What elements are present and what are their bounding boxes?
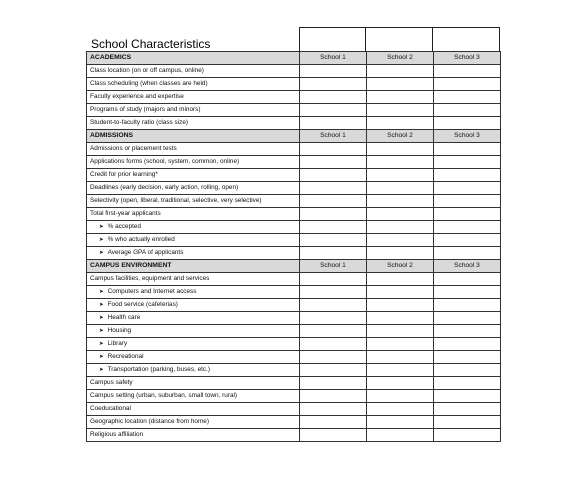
row-label-cell: [87, 156, 300, 169]
school-2-entry-cell[interactable]: [367, 416, 434, 429]
bullet-arrow-icon: ➤: [99, 328, 104, 334]
school-2-entry-cell[interactable]: [367, 312, 434, 325]
school-1-name-box[interactable]: [299, 27, 366, 51]
school-2-entry-cell[interactable]: [367, 429, 434, 442]
row-label: Coeducational: [90, 405, 131, 412]
school-2-entry-cell[interactable]: [367, 234, 434, 247]
row-label: Health care: [107, 314, 141, 321]
row-label-cell: [87, 273, 300, 286]
bullet-arrow-icon: ➤: [99, 237, 104, 243]
school-1-entry-cell[interactable]: [300, 377, 367, 390]
table-row: [87, 416, 501, 429]
school-3-entry-cell[interactable]: [434, 299, 501, 312]
characteristics-table: [86, 51, 501, 442]
school-column-header: School 3: [434, 130, 501, 143]
row-label: Admissions or placement tests: [90, 145, 177, 152]
row-label-cell: [87, 312, 300, 325]
school-3-entry-cell[interactable]: [434, 364, 501, 377]
school-3-entry-cell[interactable]: [434, 247, 501, 260]
school-3-entry-cell[interactable]: [434, 117, 501, 130]
table-row: [87, 364, 501, 377]
row-label: Religious affiliation: [90, 431, 144, 438]
table-row: [87, 65, 501, 78]
school-1-entry-cell[interactable]: [300, 182, 367, 195]
table-row: [87, 429, 501, 442]
table-row: [87, 390, 501, 403]
bullet-arrow-icon: ➤: [99, 224, 104, 230]
school-1-entry-cell[interactable]: [300, 117, 367, 130]
school-3-entry-cell[interactable]: [434, 169, 501, 182]
school-2-entry-cell[interactable]: [367, 351, 434, 364]
row-label-cell: [87, 286, 300, 299]
school-3-entry-cell[interactable]: [434, 195, 501, 208]
school-1-entry-cell[interactable]: [300, 403, 367, 416]
row-label: Total first-year applicants: [90, 210, 161, 217]
row-label: Faculty experience and expertise: [90, 93, 184, 100]
school-1-entry-cell[interactable]: [300, 143, 367, 156]
school-1-entry-cell[interactable]: [300, 169, 367, 182]
school-column-header: School 2: [367, 130, 434, 143]
table-row: [87, 156, 501, 169]
row-label: Deadlines (early decision, early action, rolling, open): [90, 184, 239, 191]
school-2-entry-cell[interactable]: [367, 247, 434, 260]
school-column-header: School 3: [434, 260, 501, 273]
bullet-arrow-icon: ➤: [99, 289, 104, 295]
school-2-entry-cell[interactable]: [367, 156, 434, 169]
row-label: % who actually enrolled: [107, 236, 175, 243]
table-row: [87, 182, 501, 195]
school-1-entry-cell[interactable]: [300, 247, 367, 260]
table-body: [87, 52, 501, 442]
school-2-entry-cell[interactable]: [367, 195, 434, 208]
table-row: [87, 78, 501, 91]
school-1-entry-cell[interactable]: [300, 416, 367, 429]
school-2-entry-cell[interactable]: [367, 299, 434, 312]
row-label-cell: [87, 364, 300, 377]
school-3-entry-cell[interactable]: [434, 104, 501, 117]
section-header-row: [87, 130, 501, 143]
school-3-entry-cell[interactable]: [434, 91, 501, 104]
school-3-entry-cell[interactable]: [434, 325, 501, 338]
school-1-entry-cell[interactable]: [300, 195, 367, 208]
section-title: CAMPUS ENVIRONMENT: [87, 260, 300, 273]
school-2-entry-cell[interactable]: [367, 117, 434, 130]
row-label-cell: [87, 117, 300, 130]
row-label: Credit for prior learning*: [90, 171, 158, 178]
table-row: [87, 299, 501, 312]
school-1-entry-cell[interactable]: [300, 156, 367, 169]
school-1-entry-cell[interactable]: [300, 299, 367, 312]
row-label-cell: [87, 104, 300, 117]
row-label: Recreational: [107, 353, 144, 360]
table-row: [87, 351, 501, 364]
table-row: [87, 195, 501, 208]
bullet-arrow-icon: ➤: [99, 315, 104, 321]
row-label-cell: [87, 429, 300, 442]
bullet-arrow-icon: ➤: [99, 250, 104, 256]
school-1-entry-cell[interactable]: [300, 273, 367, 286]
school-2-entry-cell[interactable]: [367, 338, 434, 351]
school-1-entry-cell[interactable]: [300, 208, 367, 221]
school-3-entry-cell[interactable]: [434, 429, 501, 442]
row-label: Programs of study (majors and minors): [90, 106, 201, 113]
school-2-entry-cell[interactable]: [367, 104, 434, 117]
row-label-cell: [87, 91, 300, 104]
section-header-row: [87, 52, 501, 65]
school-1-entry-cell[interactable]: [300, 234, 367, 247]
school-3-entry-cell[interactable]: [434, 286, 501, 299]
school-2-entry-cell[interactable]: [367, 364, 434, 377]
row-label: Transportation (parking, buses, etc.): [107, 366, 211, 373]
school-1-entry-cell[interactable]: [300, 91, 367, 104]
row-label: Campus setting (urban, suburban, small town, rural): [90, 392, 238, 399]
school-2-entry-cell[interactable]: [367, 390, 434, 403]
section-header-row: [87, 260, 501, 273]
row-label-cell: [87, 208, 300, 221]
school-1-entry-cell[interactable]: [300, 338, 367, 351]
school-1-entry-cell[interactable]: [300, 65, 367, 78]
school-3-entry-cell[interactable]: [434, 390, 501, 403]
characteristics-table-wrapper: [86, 51, 500, 442]
school-2-entry-cell[interactable]: [367, 143, 434, 156]
school-2-entry-cell[interactable]: [367, 221, 434, 234]
row-label: Library: [107, 340, 128, 347]
table-row: [87, 208, 501, 221]
school-1-entry-cell[interactable]: [300, 364, 367, 377]
table-row: [87, 143, 501, 156]
school-3-entry-cell[interactable]: [434, 182, 501, 195]
row-label: Computers and Internet access: [107, 288, 197, 295]
school-3-entry-cell[interactable]: [434, 208, 501, 221]
row-label: Geographic location (distance from home): [90, 418, 209, 425]
row-label-cell: [87, 416, 300, 429]
school-3-entry-cell[interactable]: [434, 78, 501, 91]
row-label-cell: [87, 78, 300, 91]
table-row: [87, 338, 501, 351]
school-3-name-box[interactable]: [432, 27, 500, 51]
table-row: [87, 221, 501, 234]
row-label-cell: [87, 234, 300, 247]
row-label: Applications forms (school, system, common, online): [90, 158, 240, 165]
school-column-header: School 2: [367, 52, 434, 65]
row-label-cell: [87, 65, 300, 78]
bullet-arrow-icon: ➤: [99, 341, 104, 347]
row-label: Housing: [107, 327, 132, 334]
school-2-entry-cell[interactable]: [367, 325, 434, 338]
school-column-header: School 3: [434, 52, 501, 65]
school-2-entry-cell[interactable]: [367, 78, 434, 91]
row-label: Campus safety: [90, 379, 133, 386]
school-1-entry-cell[interactable]: [300, 312, 367, 325]
row-label-cell: [87, 351, 300, 364]
school-1-entry-cell[interactable]: [300, 221, 367, 234]
bullet-arrow-icon: ➤: [99, 302, 104, 308]
bullet-arrow-icon: ➤: [99, 367, 104, 373]
table-row: [87, 234, 501, 247]
school-3-entry-cell[interactable]: [434, 273, 501, 286]
table-row: [87, 169, 501, 182]
row-label: Student-to-faculty ratio (class size): [90, 119, 189, 126]
row-label-cell: [87, 195, 300, 208]
row-label: Selectivity (open, liberal, traditional, selective, very selective): [90, 197, 262, 204]
row-label-cell: [87, 143, 300, 156]
school-2-entry-cell[interactable]: [367, 377, 434, 390]
row-label-cell: [87, 377, 300, 390]
table-row: [87, 117, 501, 130]
table-row: [87, 377, 501, 390]
row-label-cell: [87, 169, 300, 182]
row-label-cell: [87, 182, 300, 195]
page-title: School Characteristics: [91, 37, 211, 51]
row-label-cell: [87, 299, 300, 312]
school-3-entry-cell[interactable]: [434, 156, 501, 169]
row-label-cell: [87, 325, 300, 338]
school-3-entry-cell[interactable]: [434, 221, 501, 234]
school-3-entry-cell[interactable]: [434, 403, 501, 416]
school-2-entry-cell[interactable]: [367, 208, 434, 221]
table-row: [87, 325, 501, 338]
school-3-entry-cell[interactable]: [434, 65, 501, 78]
school-3-entry-cell[interactable]: [434, 351, 501, 364]
table-row: [87, 247, 501, 260]
row-label: Food service (cafeterias): [107, 301, 178, 308]
table-row: [87, 286, 501, 299]
school-2-entry-cell[interactable]: [367, 403, 434, 416]
school-3-entry-cell[interactable]: [434, 312, 501, 325]
table-row: [87, 91, 501, 104]
school-3-entry-cell[interactable]: [434, 377, 501, 390]
school-column-header: School 1: [300, 130, 367, 143]
school-2-entry-cell[interactable]: [367, 169, 434, 182]
school-column-header: School 1: [300, 260, 367, 273]
row-label-cell: [87, 390, 300, 403]
school-3-entry-cell[interactable]: [434, 416, 501, 429]
school-3-entry-cell[interactable]: [434, 143, 501, 156]
table-row: [87, 403, 501, 416]
school-1-entry-cell[interactable]: [300, 78, 367, 91]
bullet-arrow-icon: ➤: [99, 354, 104, 360]
school-column-header: School 2: [367, 260, 434, 273]
row-label-cell: [87, 247, 300, 260]
school-1-entry-cell[interactable]: [300, 390, 367, 403]
school-2-name-box[interactable]: [365, 27, 433, 51]
table-row: [87, 104, 501, 117]
row-label-cell: [87, 338, 300, 351]
school-1-entry-cell[interactable]: [300, 325, 367, 338]
row-label-cell: [87, 403, 300, 416]
row-label: Campus facilities, equipment and services: [90, 275, 210, 282]
school-2-entry-cell[interactable]: [367, 182, 434, 195]
school-3-entry-cell[interactable]: [434, 338, 501, 351]
school-1-entry-cell[interactable]: [300, 104, 367, 117]
school-3-entry-cell[interactable]: [434, 234, 501, 247]
school-1-entry-cell[interactable]: [300, 286, 367, 299]
school-2-entry-cell[interactable]: [367, 273, 434, 286]
school-1-entry-cell[interactable]: [300, 351, 367, 364]
row-label: Class location (on or off campus, online): [90, 67, 204, 74]
row-label: Average GPA of applicants: [107, 249, 184, 256]
row-label: % accepted: [107, 223, 142, 230]
school-2-entry-cell[interactable]: [367, 91, 434, 104]
row-label-cell: [87, 221, 300, 234]
school-column-header: School 1: [300, 52, 367, 65]
school-2-entry-cell[interactable]: [367, 65, 434, 78]
section-title: ACADEMICS: [87, 52, 300, 65]
table-row: [87, 273, 501, 286]
section-title: ADMISSIONS: [87, 130, 300, 143]
school-name-boxes: [299, 27, 500, 52]
school-1-entry-cell[interactable]: [300, 429, 367, 442]
table-row: [87, 312, 501, 325]
school-2-entry-cell[interactable]: [367, 286, 434, 299]
row-label: Class scheduling (when classes are held): [90, 80, 208, 87]
